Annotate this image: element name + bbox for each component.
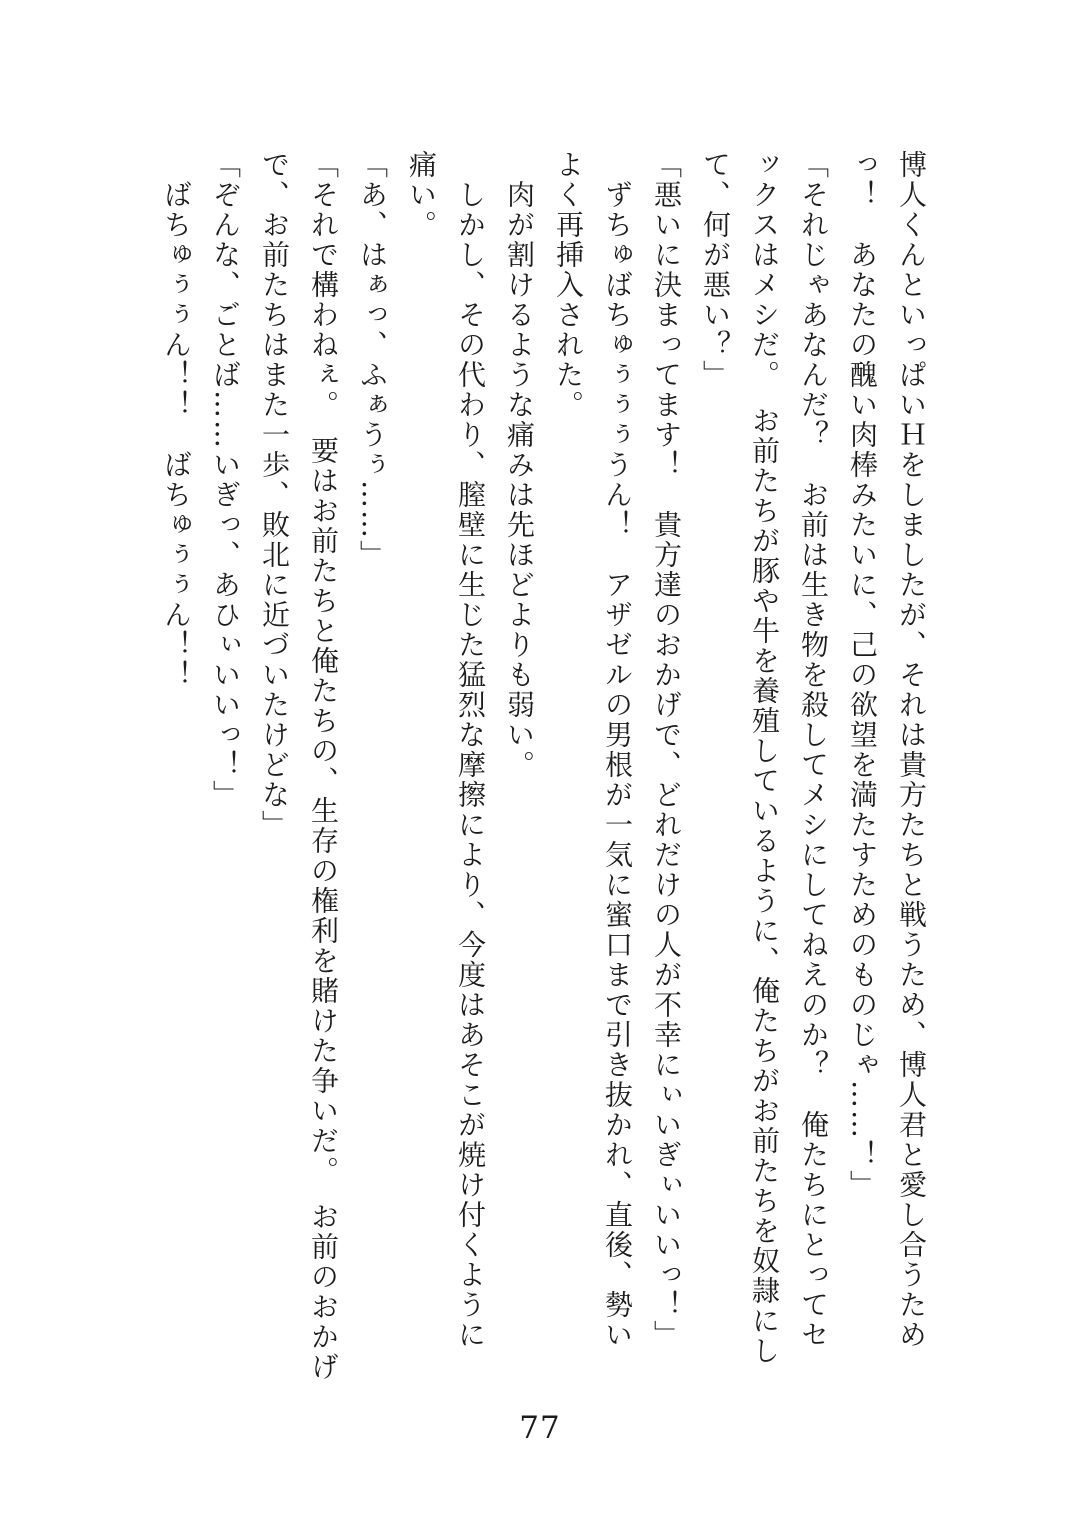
text-line: 「悪いに決まってます！ 貴方達のおかげで、どれだけの人が不幸にぃいぎぃいいっ！」 [650, 150, 683, 1350]
text-line: で、お前たちはまた一歩、敗北に近づいたけどな」 [258, 150, 291, 840]
text-line: しかし、その代わり、膣壁に生じた猛烈な摩擦により、今度はあそこが焼け付くように [454, 150, 487, 1350]
text-line: よく再挿入された。 [552, 150, 585, 420]
text-line: ばちゅぅぅん！！ ばちゅぅぅん！！ [160, 150, 193, 690]
page-text [152, 150, 936, 1435]
text-line: 「それじゃあなんだ？ お前は生き物を殺してメシにしてねえのか？ 俺たちにとってセ [797, 150, 830, 1350]
text-line: 博人くんといっぱいＨをしましたが、それは貴方たちと戦うため、博人君と愛し合うため [895, 150, 928, 1350]
text-line: 「ぞんな、ごとば……いぎっ、あひぃいいっ！」 [209, 150, 242, 810]
text-line: 「それで構わねぇ。 要はお前たちと俺たちの、生存の権利を賭けた争いだ。 お前のおかげ [307, 150, 340, 1382]
text-line: ックスはメシだ。 お前たちが豚や牛を養殖しているように、俺たちがお前たちを奴隷にし [748, 150, 781, 1366]
text-line: 「あ、はぁっ、ふぁうぅ……」 [356, 150, 389, 570]
text-line: 痛い。 [405, 150, 438, 240]
text-line: ずちゅばちゅぅぅぅうん！ アザゼルの男根が一気に蜜口まで引き抜かれ、直後、勢い [601, 150, 634, 1350]
text-line: 肉が割けるような痛みは先ほどよりも弱い。 [503, 150, 536, 780]
page-number: 77 [519, 1410, 561, 1446]
text-line: っ！ あなたの醜い肉棒みたいに、己の欲望を満たすためのものじゃ……！」 [846, 150, 879, 1200]
text-line: て、何が悪い？」 [699, 150, 732, 390]
